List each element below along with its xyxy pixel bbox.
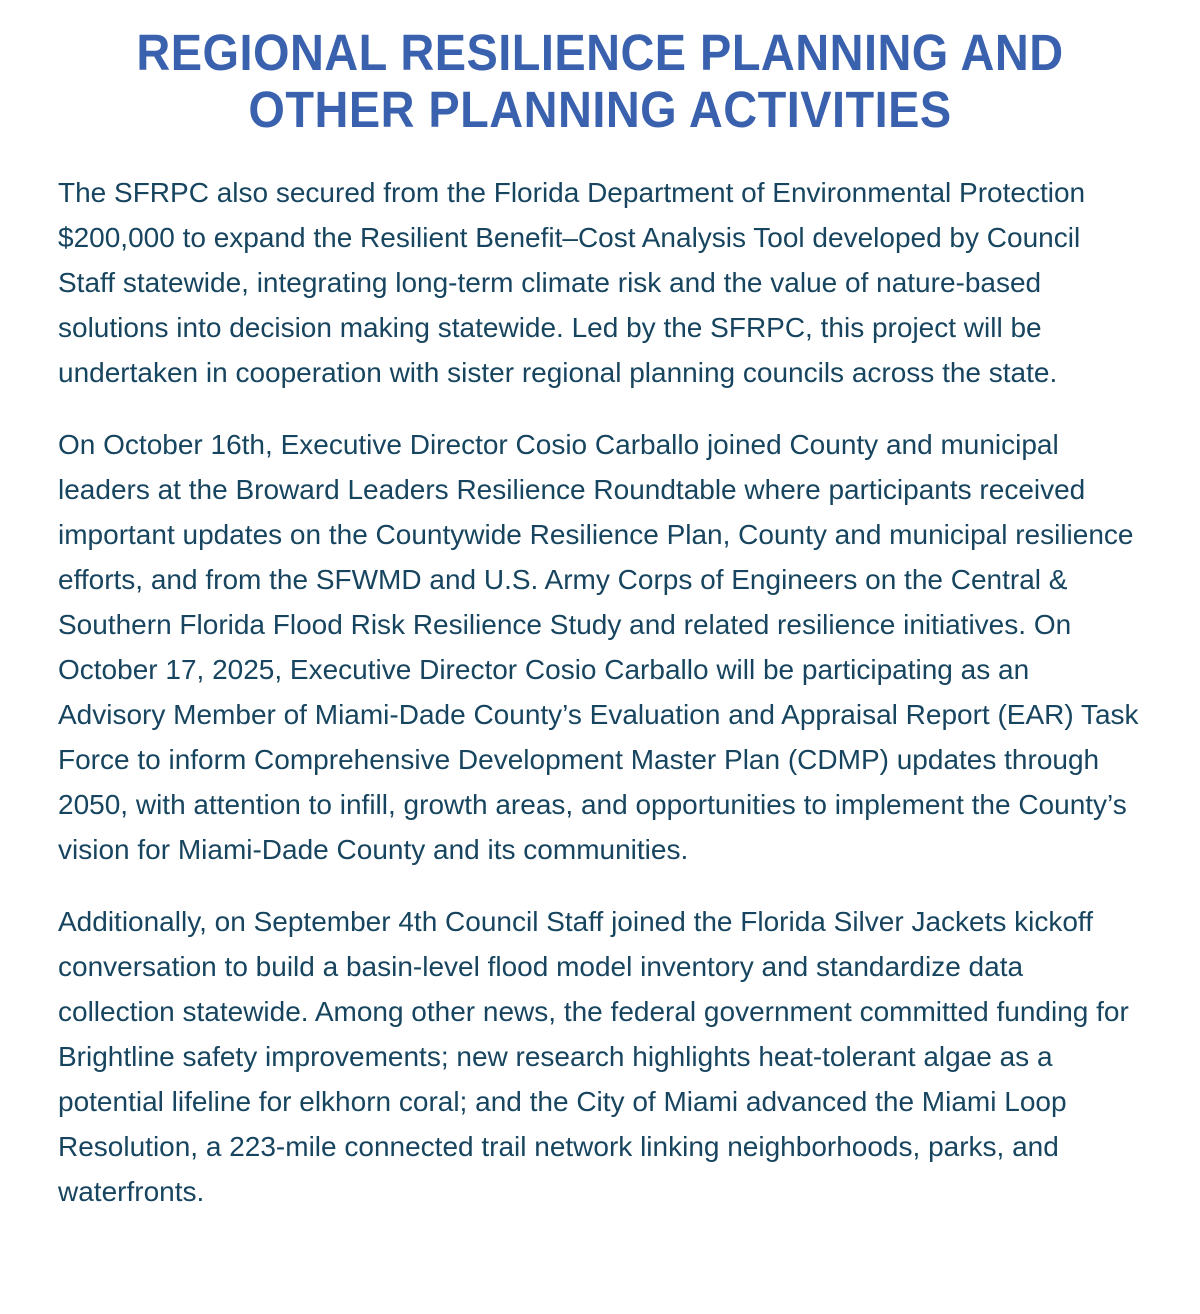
paragraph-roundtable-ear: On October 16th, Executive Director Cosio Carballo joined County and municipal leaders at the Broward Leaders Resilience Roundtable where participants received important updates on the Countywide Resilience Plan, County and municipal resilience efforts, and from the SFWMD and U.S. Army Corps of Engineers on the Central & Southern Florida Flood Risk Resilience Study and related resilience initiatives. On October 17, 2025, Executive Director Cosio Carballo will be participating as an Advisory Member of Miami-Dade County’s Evaluation and Appraisal Report (EAR) Task Force to inform Comprehensive Development Master Plan (CDMP) updates through 2050, with attention to infill, growth areas, and opportunities to implement the County’s vision for Miami-Dade County and its communities. [58,429,1139,865]
paragraph-fdep-grant: The SFRPC also secured from the Florida Department of Environmental Protection $200,000 to expand the Resilient Benefit–Cost Analysis Tool developed by Council Staff statewide, integrating long-term climate risk and the value of nature-based solutions into decision making statewide. Led by the SFRPC, this project will be undertaken in cooperation with sister regional planning councils across the state. [58,177,1086,388]
paragraph-silver-jackets-news: Additionally, on September 4th Council Staff joined the Florida Silver Jackets kickoff conversation to build a basin-level flood model inventory and standardize data collection statewide. Among other news, the federal government committed funding for Brightline safety improvements; new research highlights heat-tolerant algae as a potential lifeline for elkhorn coral; and the City of Miami advanced the Miami Loop Resolution, a 223-mile connected trail network linking neighborhoods, parks, and waterfronts. [58,906,1129,1207]
page-title-line-2: OTHER PLANNING ACTIVITIES [248,81,952,138]
page-title-line-1: REGIONAL RESILIENCE PLANNING AND [136,24,1064,81]
body-text [58,170,1142,1214]
page-title [101,20,1098,138]
